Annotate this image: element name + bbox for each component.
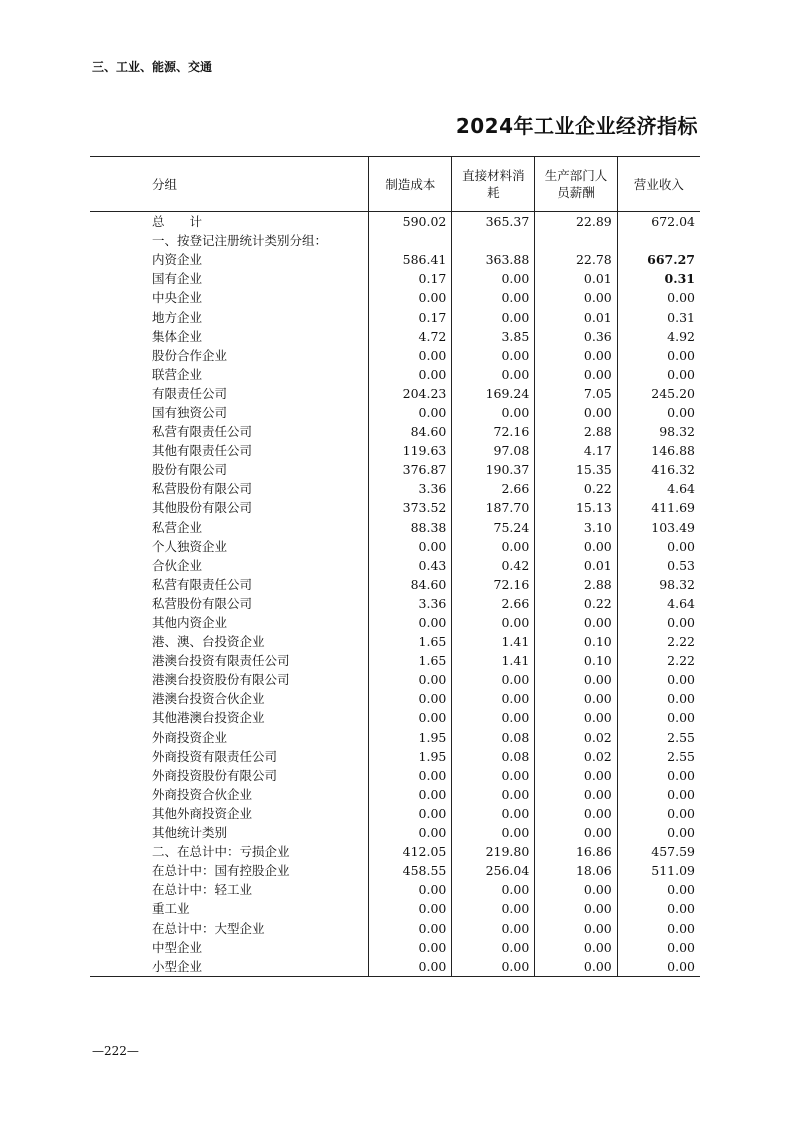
table-row [90, 728, 700, 747]
row-label: 股份合作企业 [152, 347, 228, 363]
table-row [90, 747, 700, 766]
table-row [90, 365, 700, 384]
cell-value: 119.63 [369, 441, 452, 460]
cell-value: 0.31 [617, 307, 700, 326]
cell-value: 363.88 [452, 250, 535, 269]
row-label: 国有企业 [152, 271, 203, 287]
column-header-direct-materials: 直接材料消耗 [452, 157, 535, 212]
cell-value: 0.00 [535, 537, 617, 556]
cell-value: 4.92 [617, 327, 700, 346]
row-label: 私营有限责任公司 [152, 424, 253, 440]
row-label: 私营有限责任公司 [152, 576, 253, 592]
cell-value: 0.00 [535, 918, 617, 937]
column-header-production-wages: 生产部门人员薪酬 [535, 157, 617, 212]
cell-value: 7.05 [535, 384, 617, 403]
row-label: 在总计中：国有控股企业 [152, 863, 290, 879]
cell-value: 0.00 [452, 823, 535, 842]
indicator-table [90, 156, 700, 977]
cell-value: 0.00 [617, 537, 700, 556]
cell-value: 0.00 [535, 899, 617, 918]
row-label: 地方企业 [152, 309, 203, 325]
cell-value: 0.00 [535, 613, 617, 632]
cell-value: 0.00 [369, 918, 452, 937]
row-label: 二、在总计中：亏损企业 [152, 844, 290, 860]
cell-value: 22.78 [535, 250, 617, 269]
table-row [90, 269, 700, 288]
cell-value: 0.00 [369, 899, 452, 918]
cell-value: 0.00 [617, 346, 700, 365]
table-row [90, 594, 700, 613]
cell-value: 0.00 [369, 537, 452, 556]
table-row [90, 231, 700, 250]
cell-value: 0.00 [617, 708, 700, 727]
cell-value: 2.88 [535, 575, 617, 594]
cell-value: 3.10 [535, 518, 617, 537]
cell-value: 0.00 [535, 785, 617, 804]
cell-value: 0.08 [452, 747, 535, 766]
column-header-operating-revenue: 营业收入 [617, 157, 700, 212]
cell-value: 0.43 [369, 556, 452, 575]
cell-value: 2.22 [617, 651, 700, 670]
table-row [90, 804, 700, 823]
cell-value: 0.00 [535, 823, 617, 842]
table-row [90, 613, 700, 632]
cell-value: 1.41 [452, 651, 535, 670]
cell-value: 0.00 [452, 269, 535, 288]
cell-value: 0.00 [452, 938, 535, 957]
row-label: 一、按登记注册统计类别分组： [152, 233, 328, 249]
cell-value: 84.60 [369, 575, 452, 594]
section-header: 三、工业、能源、交通 [92, 60, 213, 74]
cell-value: 0.00 [452, 537, 535, 556]
cell-value: 0.00 [535, 288, 617, 307]
table-row [90, 384, 700, 403]
row-label: 其他内资企业 [152, 615, 228, 631]
cell-value: 75.24 [452, 518, 535, 537]
cell-value: 4.17 [535, 441, 617, 460]
cell-value: 0.00 [617, 365, 700, 384]
table-row [90, 537, 700, 556]
cell-value: 0.00 [369, 346, 452, 365]
row-label: 在总计中：大型企业 [152, 920, 265, 936]
cell-value: 1.95 [369, 728, 452, 747]
cell-value: 169.24 [452, 384, 535, 403]
cell-value: 146.88 [617, 441, 700, 460]
row-label: 外商投资股份有限公司 [152, 767, 278, 783]
cell-value: 0.00 [617, 613, 700, 632]
table-row [90, 288, 700, 307]
cell-value: 0.00 [535, 346, 617, 365]
row-label: 国有独资公司 [152, 404, 228, 420]
cell-value: 511.09 [617, 861, 700, 880]
cell-value: 0.00 [452, 766, 535, 785]
table-row [90, 938, 700, 957]
row-label: 外商投资合伙企业 [152, 786, 253, 802]
cell-value: 4.64 [617, 594, 700, 613]
row-label: 其他统计类别 [152, 825, 228, 841]
cell-value: 0.01 [535, 269, 617, 288]
cell-value: 0.00 [535, 689, 617, 708]
cell-value: 0.02 [535, 747, 617, 766]
cell-value: 3.36 [369, 479, 452, 498]
cell-value: 18.06 [535, 861, 617, 880]
table-row [90, 556, 700, 575]
cell-value: 204.23 [369, 384, 452, 403]
row-label: 内资企业 [152, 252, 203, 268]
cell-value: 2.88 [535, 422, 617, 441]
cell-value: 0.00 [617, 938, 700, 957]
cell-value: 365.37 [452, 212, 535, 232]
row-label: 私营企业 [152, 519, 203, 535]
cell-value: 0.00 [452, 307, 535, 326]
table-row [90, 307, 700, 326]
cell-value: 3.36 [369, 594, 452, 613]
table-row [90, 899, 700, 918]
row-label: 重工业 [152, 901, 190, 917]
row-label: 股份有限公司 [152, 462, 228, 478]
cell-value: 0.00 [535, 403, 617, 422]
cell-value: 0.00 [369, 365, 452, 384]
cell-value: 0.00 [535, 957, 617, 977]
row-label: 集体企业 [152, 328, 203, 344]
page-number: —222— [92, 1044, 139, 1058]
cell-value: 0.00 [452, 804, 535, 823]
table-body [90, 212, 700, 977]
row-label: 外商投资有限责任公司 [152, 748, 278, 764]
cell-value: 0.00 [369, 403, 452, 422]
cell-value [535, 231, 617, 250]
row-label: 其他外商投资企业 [152, 805, 253, 821]
cell-value: 0.00 [369, 689, 452, 708]
cell-value: 219.80 [452, 842, 535, 861]
row-label: 其他有限责任公司 [152, 443, 253, 459]
cell-value [452, 231, 535, 250]
cell-value: 103.49 [617, 518, 700, 537]
cell-value: 0.00 [452, 613, 535, 632]
table-row [90, 842, 700, 861]
cell-value: 0.00 [617, 823, 700, 842]
cell-value: 190.37 [452, 460, 535, 479]
cell-value: 22.89 [535, 212, 617, 232]
cell-value: 84.60 [369, 422, 452, 441]
cell-value: 97.08 [452, 441, 535, 460]
cell-value: 0.31 [617, 269, 700, 288]
table-row [90, 918, 700, 937]
table-row [90, 766, 700, 785]
cell-value: 1.65 [369, 651, 452, 670]
cell-value: 98.32 [617, 575, 700, 594]
table-row [90, 212, 700, 232]
table-row [90, 441, 700, 460]
cell-value: 0.00 [452, 670, 535, 689]
cell-value: 376.87 [369, 460, 452, 479]
row-label: 个人独资企业 [152, 538, 228, 554]
cell-value: 2.66 [452, 594, 535, 613]
row-label: 其他股份有限公司 [152, 500, 253, 516]
cell-value: 0.00 [617, 288, 700, 307]
page-title: 2024年工业企业经济指标 [455, 114, 698, 138]
table-row [90, 823, 700, 842]
table-row [90, 422, 700, 441]
cell-value: 411.69 [617, 498, 700, 517]
row-label: 合伙企业 [152, 557, 203, 573]
cell-value: 0.00 [369, 785, 452, 804]
row-label: 港、澳、台投资企业 [152, 634, 265, 650]
table-row [90, 479, 700, 498]
cell-value: 0.00 [535, 880, 617, 899]
cell-value: 1.95 [369, 747, 452, 766]
table-row [90, 498, 700, 517]
table-row [90, 403, 700, 422]
cell-value: 412.05 [369, 842, 452, 861]
cell-value: 0.00 [452, 785, 535, 804]
cell-value: 457.59 [617, 842, 700, 861]
cell-value: 0.00 [369, 880, 452, 899]
cell-value: 16.86 [535, 842, 617, 861]
cell-value: 0.00 [369, 708, 452, 727]
cell-value: 0.00 [535, 365, 617, 384]
row-label: 联营企业 [152, 366, 203, 382]
cell-value [369, 231, 452, 250]
cell-value: 2.55 [617, 747, 700, 766]
cell-value [617, 231, 700, 250]
cell-value: 0.00 [369, 823, 452, 842]
cell-value: 4.72 [369, 327, 452, 346]
cell-value: 0.22 [535, 479, 617, 498]
column-header-group: 分组 [90, 157, 369, 212]
table-row [90, 861, 700, 880]
cell-value: 0.00 [535, 670, 617, 689]
cell-value: 72.16 [452, 422, 535, 441]
cell-value: 0.02 [535, 728, 617, 747]
cell-value: 0.00 [452, 708, 535, 727]
cell-value: 0.00 [452, 689, 535, 708]
cell-value: 458.55 [369, 861, 452, 880]
row-label: 港澳台投资股份有限公司 [152, 672, 290, 688]
cell-value: 0.00 [369, 613, 452, 632]
cell-value: 590.02 [369, 212, 452, 232]
table-row [90, 670, 700, 689]
table-row [90, 327, 700, 346]
table-row [90, 632, 700, 651]
row-label: 在总计中：轻工业 [152, 882, 253, 898]
row-label: 外商投资企业 [152, 729, 228, 745]
cell-value: 0.00 [617, 880, 700, 899]
cell-value: 0.00 [452, 403, 535, 422]
cell-value: 373.52 [369, 498, 452, 517]
cell-value: 187.70 [452, 498, 535, 517]
cell-value: 0.00 [369, 670, 452, 689]
table-row [90, 689, 700, 708]
cell-value: 0.53 [617, 556, 700, 575]
table-row [90, 880, 700, 899]
cell-value: 0.00 [452, 880, 535, 899]
cell-value: 672.04 [617, 212, 700, 232]
cell-value: 3.85 [452, 327, 535, 346]
cell-value: 0.08 [452, 728, 535, 747]
table-row [90, 346, 700, 365]
cell-value: 2.66 [452, 479, 535, 498]
row-label: 小型企业 [90, 957, 369, 977]
cell-value: 245.20 [617, 384, 700, 403]
cell-value: 0.00 [617, 403, 700, 422]
cell-value: 4.64 [617, 479, 700, 498]
table-row [90, 575, 700, 594]
cell-value: 2.55 [617, 728, 700, 747]
cell-value: 1.65 [369, 632, 452, 651]
cell-value: 0.00 [452, 899, 535, 918]
cell-value: 0.10 [535, 632, 617, 651]
table-row [90, 785, 700, 804]
cell-value: 0.22 [535, 594, 617, 613]
cell-value: 0.00 [369, 804, 452, 823]
cell-value: 0.00 [535, 766, 617, 785]
cell-value: 0.00 [535, 708, 617, 727]
table-header-row [90, 157, 700, 212]
cell-value: 0.00 [617, 766, 700, 785]
column-header-manufacturing-cost: 制造成本 [369, 157, 452, 212]
cell-value: 15.13 [535, 498, 617, 517]
cell-value: 0.36 [535, 327, 617, 346]
row-label: 其他港澳台投资企业 [152, 710, 265, 726]
row-label: 私营股份有限公司 [152, 481, 253, 497]
cell-value: 0.00 [369, 766, 452, 785]
row-label: 港澳台投资合伙企业 [152, 691, 265, 707]
cell-value: 586.41 [369, 250, 452, 269]
cell-value: 0.10 [535, 651, 617, 670]
cell-value: 15.35 [535, 460, 617, 479]
cell-value: 0.00 [369, 957, 452, 977]
row-label: 中央企业 [152, 290, 203, 306]
table-row [90, 460, 700, 479]
row-label: 港澳台投资有限责任公司 [152, 653, 290, 669]
cell-value: 256.04 [452, 861, 535, 880]
cell-value: 0.00 [452, 365, 535, 384]
cell-value: 0.00 [617, 689, 700, 708]
cell-value: 0.00 [452, 918, 535, 937]
cell-value: 2.22 [617, 632, 700, 651]
cell-value: 667.27 [617, 250, 700, 269]
row-label: 私营股份有限公司 [152, 595, 253, 611]
cell-value: 0.00 [452, 346, 535, 365]
cell-value: 0.01 [535, 307, 617, 326]
cell-value: 0.00 [452, 957, 535, 977]
cell-value: 88.38 [369, 518, 452, 537]
row-label: 有限责任公司 [152, 385, 228, 401]
row-label: 中型企业 [152, 939, 203, 955]
table-row [90, 708, 700, 727]
cell-value: 0.17 [369, 269, 452, 288]
cell-value: 98.32 [617, 422, 700, 441]
cell-value: 0.00 [369, 288, 452, 307]
row-label: 总 计 [152, 214, 203, 230]
table-row [90, 957, 700, 977]
cell-value: 0.00 [617, 957, 700, 977]
cell-value: 0.00 [617, 785, 700, 804]
cell-value: 0.00 [617, 899, 700, 918]
cell-value: 0.17 [369, 307, 452, 326]
cell-value: 0.01 [535, 556, 617, 575]
cell-value: 0.00 [535, 938, 617, 957]
cell-value: 1.41 [452, 632, 535, 651]
cell-value: 0.00 [535, 804, 617, 823]
table-row [90, 250, 700, 269]
cell-value: 72.16 [452, 575, 535, 594]
cell-value: 0.00 [369, 938, 452, 957]
table-row [90, 518, 700, 537]
cell-value: 0.00 [617, 918, 700, 937]
cell-value: 0.00 [617, 670, 700, 689]
cell-value: 416.32 [617, 460, 700, 479]
cell-value: 0.00 [452, 288, 535, 307]
cell-value: 0.00 [617, 804, 700, 823]
cell-value: 0.42 [452, 556, 535, 575]
table-row [90, 651, 700, 670]
